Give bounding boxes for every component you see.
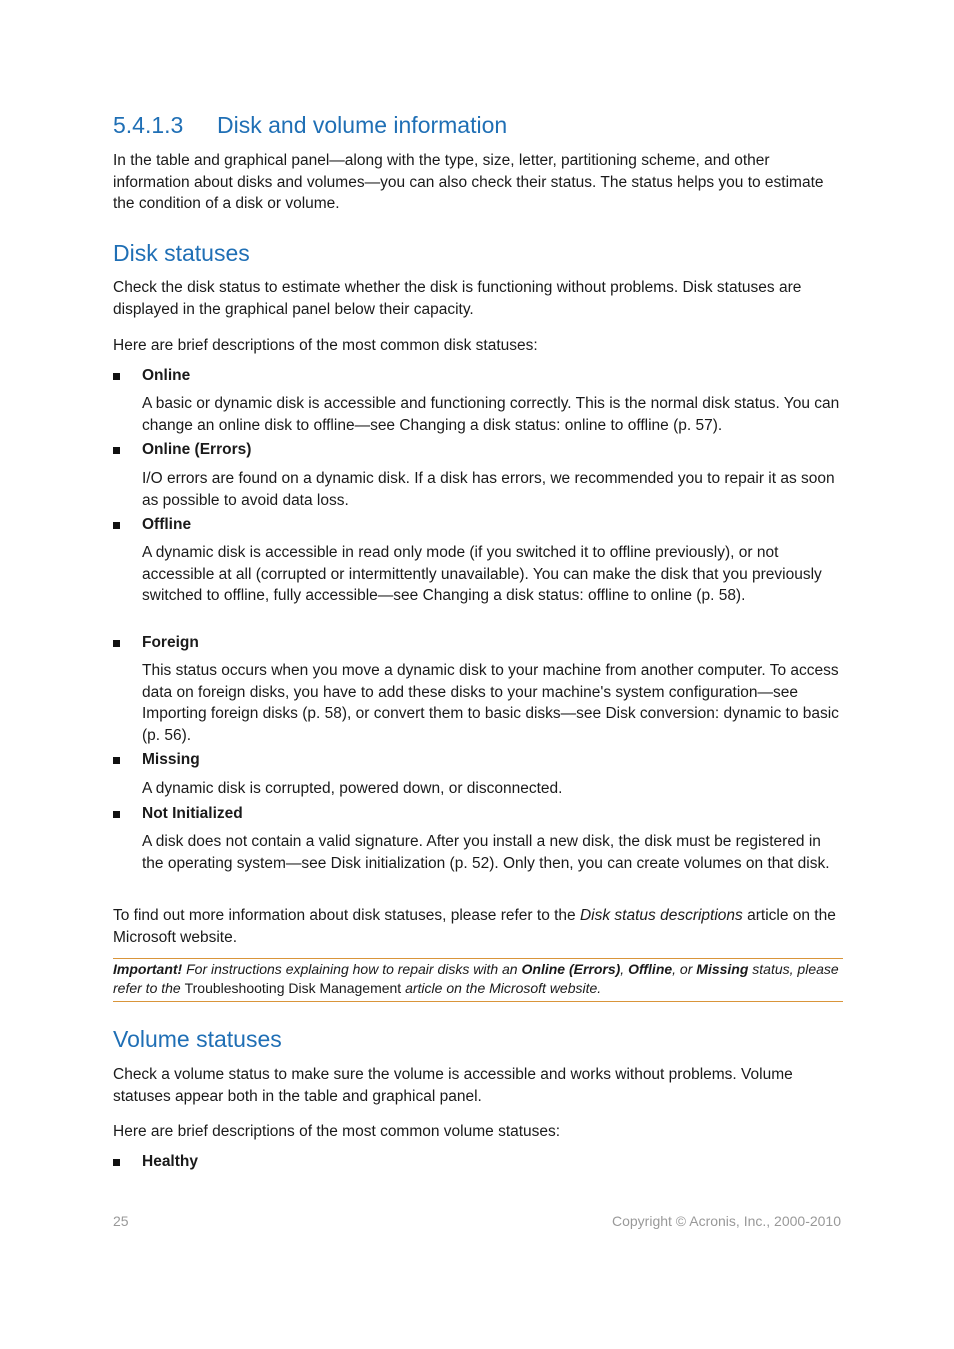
note-text: For instructions explaining how to repair disks with an bbox=[182, 961, 522, 977]
status-offline-title: Offline bbox=[142, 516, 192, 533]
status-online-desc: A basic or dynamic disk is accessible and functioning correctly. This is the normal disk status. You can change an online disk to offline—see Changing a disk status: online to offline (p. 57). bbox=[142, 395, 840, 434]
note-status-missing: Missing bbox=[696, 961, 749, 977]
status-not-initialized-title: Not Initialized bbox=[142, 805, 243, 822]
note-article-link: Troubleshooting Disk Management bbox=[184, 980, 402, 996]
bullet-icon bbox=[113, 811, 120, 818]
note-status-offline: Offline bbox=[628, 961, 673, 977]
status-offline-desc: A dynamic disk is accessible in read only mode (if you switched it to offline previously), or not accessible at all (corrupted or intermittently unavailable). You can make the disk that you previously switched to offline, fully accessible—see Changing a disk status: offline to online (p. 58). bbox=[142, 544, 822, 604]
disk-statuses-outro bbox=[113, 905, 843, 948]
volume-statuses-paragraph: Check a volume status to make sure the volume is accessible and works without problems. Volume statuses appear both in the table and graphical panel. bbox=[113, 1066, 793, 1105]
section-number: 5.4.1.3 bbox=[113, 112, 184, 138]
outro-text: To find out more information about disk statuses, please refer to the bbox=[113, 907, 580, 924]
page-number: 25 bbox=[113, 1213, 129, 1229]
volume-statuses-lead: Here are brief descriptions of the most common volume statuses: bbox=[113, 1123, 561, 1140]
status-missing-title: Missing bbox=[142, 751, 200, 768]
important-note bbox=[113, 960, 843, 998]
status-online-errors-title: Online (Errors) bbox=[142, 441, 252, 458]
status-online-title: Online bbox=[142, 367, 191, 384]
volume-statuses-heading: Volume statuses bbox=[113, 1026, 282, 1052]
bullet-icon bbox=[113, 757, 120, 764]
status-foreign-title: Foreign bbox=[142, 634, 199, 651]
status-foreign-desc: This status occurs when you move a dynamic disk to your machine from another computer. To access data on foreign disks, you have to add these disks to your machine's system configuration—see Importing foreign disks (p. 58), or convert them to basic disks—see Disk conversion: dynamic to basic (p. 56). bbox=[142, 662, 839, 744]
copyright: Copyright © Acronis, Inc., 2000-2010 bbox=[612, 1213, 841, 1229]
status-missing-desc: A dynamic disk is corrupted, powered down, or disconnected. bbox=[142, 780, 563, 797]
bullet-icon bbox=[113, 1159, 120, 1166]
bullet-icon bbox=[113, 640, 120, 647]
disk-statuses-lead: Here are brief descriptions of the most common disk statuses: bbox=[113, 337, 538, 354]
note-label: Important! bbox=[113, 961, 183, 977]
bullet-icon bbox=[113, 447, 120, 454]
status-healthy-title: Healthy bbox=[142, 1153, 198, 1170]
intro-paragraph: In the table and graphical panel—along with the type, size, letter, partitioning scheme, and other information about disks and volumes—you can also check their status. The status helps you to estimate the condition of a disk or volume. bbox=[113, 152, 824, 212]
status-online-errors-desc: I/O errors are found on a dynamic disk. If a disk has errors, we recommended you to repair it as soon as possible to avoid data loss. bbox=[142, 470, 835, 509]
note-text: , or bbox=[672, 961, 697, 977]
note-text: status, please refer to the bbox=[113, 961, 839, 996]
status-not-initialized-desc: A disk does not contain a valid signature. After you install a new disk, the disk must be registered in the operating system—see Disk initialization (p. 52). Only then, you can create volumes on that disk. bbox=[142, 833, 830, 872]
outro-text: article on the Microsoft website. bbox=[113, 907, 836, 946]
section-title: Disk and volume information bbox=[217, 112, 508, 138]
note-text: article on the Microsoft website. bbox=[401, 980, 602, 996]
article-title: Disk status descriptions bbox=[579, 907, 743, 924]
bullet-icon bbox=[113, 373, 120, 380]
bullet-icon bbox=[113, 522, 120, 529]
disk-statuses-paragraph: Check the disk status to estimate whether the disk is functioning without problems. Disk statuses are displayed in the graphical panel below their capacity. bbox=[113, 279, 802, 318]
disk-statuses-heading: Disk statuses bbox=[113, 240, 250, 266]
note-text: , bbox=[620, 961, 629, 977]
note-status-online-errors: Online (Errors) bbox=[521, 961, 621, 977]
